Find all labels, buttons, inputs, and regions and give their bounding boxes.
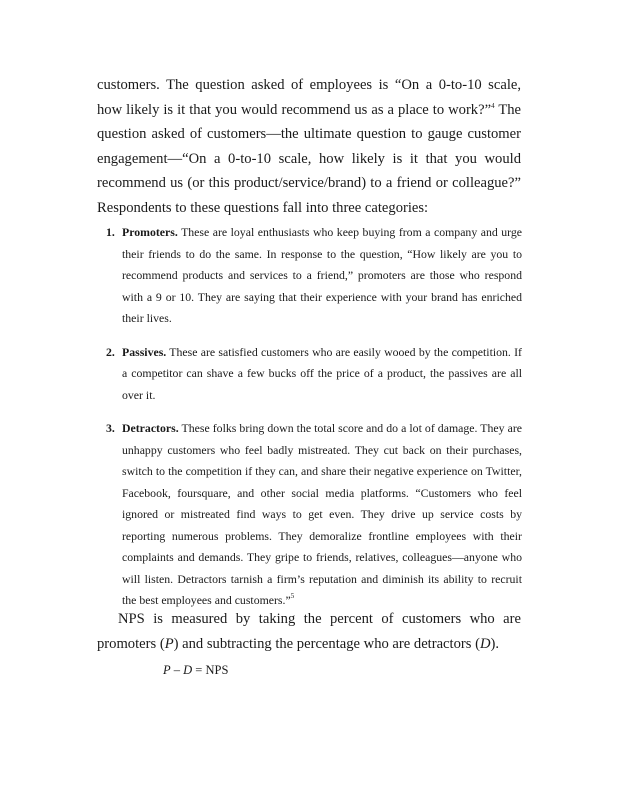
formula-equals: = NPS	[192, 663, 229, 677]
footnote-4: 4	[491, 101, 495, 110]
nps-text-2: ) and subtracting the percentage who are detractors (	[173, 635, 480, 652]
list-item-passives	[106, 342, 522, 407]
desc-passives: These are satisfied customers who are easily wooed by the competition. If a competitor can shave a few bucks off the price of a product, the passives are all over it.	[122, 344, 522, 402]
list-number: 2.	[106, 344, 115, 359]
nps-text-1: NPS is measured by taking the percent of customers who are promoters (	[97, 611, 521, 652]
list-item-promoters	[106, 222, 522, 330]
nps-text-3: ).	[490, 635, 499, 652]
nps-d: D	[479, 635, 491, 652]
categories-list	[106, 222, 522, 624]
nps-formula	[163, 663, 228, 678]
list-number: 1.	[106, 225, 115, 239]
nps-p: P	[164, 635, 174, 652]
nps-paragraph	[97, 607, 521, 656]
intro-text-2: The question asked of customers—the ultimate question to gauge customer engagement—“On a 0-to-10 scale, how likely is it that you would recommend us (or this product/service/brand) to a friend or colleague?” Respondents to these questions fall into three categories:	[97, 101, 522, 216]
intro-text: customers. The question asked of employees is “On a 0-to-10 scale, how likely is it that you would recommend us as a place to work?”	[97, 77, 521, 118]
formula-d: D	[183, 663, 193, 677]
footnote-5: 5	[290, 592, 295, 600]
formula-p: P	[163, 663, 171, 677]
desc-promoters: These are loyal enthusiasts who keep buying from a company and urge their friends to do the same. In response to the question, “How likely are you to recommend products and services to a friend,” promoters are those who respond with a 9 or 10. They are saying that their experience with your brand has enriched their lives.	[122, 225, 522, 325]
term-promoters: Promoters.	[122, 225, 178, 239]
intro-paragraph	[97, 73, 521, 220]
term-passives: Passives.	[122, 344, 167, 359]
list-item-detractors	[106, 418, 522, 612]
formula-minus: –	[170, 663, 184, 677]
desc-detractors: These folks bring down the total score and do a lot of damage. They are unhappy customers who feel badly mistreated. They cut back on their purchases, switch to the competition if they can, and share their negative experience on Twitter, Facebook, foursquare, and other social media platforms. “Customers who feel ignored or mistreated find ways to get even. They drive up service costs by reporting numerous problems. They demoralize frontline employees with their complaints and demands. They gripe to friends, relatives, colleagues—anyone who will listen. Detractors tarnish a firm’s reputation and diminish its ability to recruit the best employees and customers.”	[122, 421, 522, 607]
term-detractors: Detractors.	[122, 421, 179, 435]
list-number: 3.	[106, 421, 115, 435]
